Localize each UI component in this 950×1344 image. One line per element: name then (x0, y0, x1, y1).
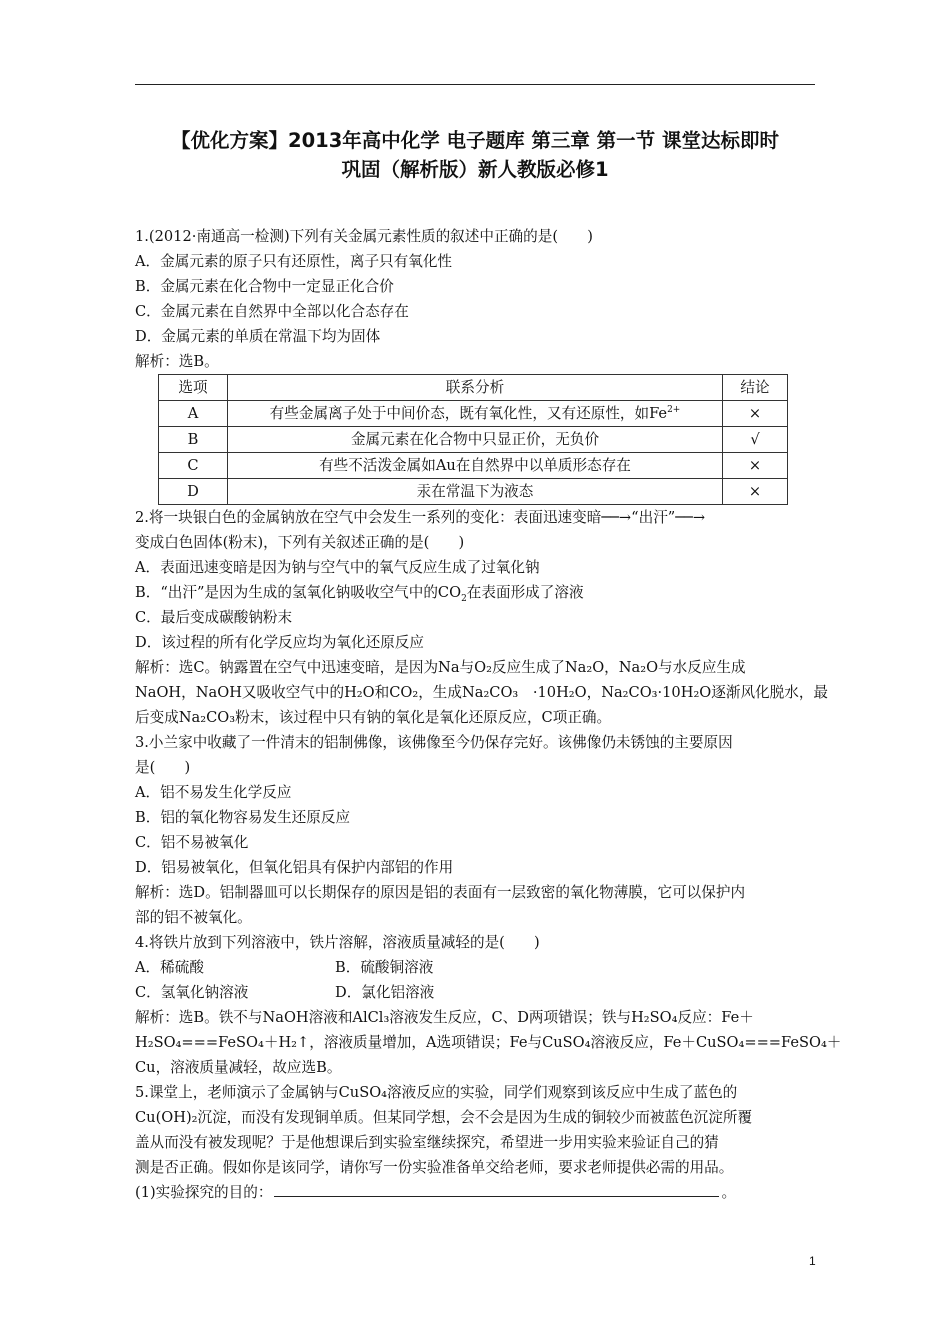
answer-blank[interactable] (274, 1180, 719, 1197)
header-option: 选项 (159, 375, 228, 401)
row-analysis: 金属元素在化合物中只显正价，无负价 (228, 427, 723, 453)
table-header-row (159, 375, 788, 401)
row-result: √ (723, 427, 788, 453)
title-line-1: 【优化方案】2013年高中化学 电子题库 第三章 第一节 课堂达标即时 (171, 129, 779, 152)
analysis-table (158, 374, 788, 505)
q4-option-a: A．稀硫酸 (135, 959, 204, 976)
q2-option-b-post: 在表面形成了溶液 (466, 584, 584, 601)
row-analysis (228, 401, 723, 427)
row-option: D (159, 479, 228, 505)
q2-option-b: B．“出汗”是因为生成的氢氧化钠吸收空气中的$CO_2$在表面形成了溶液 (135, 584, 584, 604)
q3-stem-line-2: 是( ) (135, 759, 191, 776)
q4-answer-line-3: Cu，溶液质量减轻，故应选B。 (135, 1059, 342, 1076)
q1-option-b: B．金属元素在化合物中一定显正化合价 (135, 278, 394, 295)
header-rule (135, 84, 815, 85)
q2-answer-line-3: 后变成Na₂CO₃粉末，该过程中只有钠的氧化是氧化还原反应，C项正确。 (135, 709, 612, 726)
q1-answer: 解析：选B。 (135, 353, 219, 370)
title-line-2: 巩固（解析版）新人教版必修1 (341, 158, 609, 181)
q5-line-1: 5.课堂上，老师演示了金属钠与CuSO₄溶液反应的实验，同学们观察到该反应中生成了蓝色的 (135, 1084, 738, 1101)
q3-option-c: C．铝不易被氧化 (135, 834, 249, 851)
page-number: 1 (809, 1254, 816, 1268)
q2-stem-line-1: 2.将一块银白色的金属钠放在空气中会发生一系列的变化：表面迅速变暗──→“出汗”──→ (135, 509, 706, 526)
row-option: A (159, 401, 228, 427)
q4-options-ab (135, 955, 815, 980)
q1-stem: 1.(2012·南通高一检测)下列有关金属元素性质的叙述中正确的是( ) (135, 228, 593, 245)
q2-option-b-pre: B．“出汗”是因为生成的氢氧化钠吸收空气中的CO (135, 584, 462, 601)
q5-sub-1-end: 。 (721, 1184, 737, 1201)
q3-option-d: D．铝易被氧化，但氧化铝具有保护内部铝的作用 (135, 859, 454, 876)
q2-answer-line-2: NaOH，NaOH又吸收空气中的H₂O和CO₂，生成Na₂CO₃ ·10H₂O，Na₂CO₃·10H₂O逐渐风化脱水，最 (135, 684, 829, 701)
row-result: × (723, 401, 788, 427)
q4-stem: 4.将铁片放到下列溶液中，铁片溶解，溶液质量减轻的是( ) (135, 934, 540, 951)
q1-option-c: C．金属元素在自然界中全部以化合态存在 (135, 303, 409, 320)
q4-option-c: C．氢氧化钠溶液 (135, 984, 249, 1001)
q3-option-b: B．铝的氧化物容易发生还原反应 (135, 809, 351, 826)
row-analysis-sup: 2+ (667, 405, 681, 416)
q5-sub-1 (135, 1180, 815, 1205)
q4-options-cd (135, 980, 815, 1005)
document-title (120, 126, 830, 184)
q3-answer-line-2: 部的铝不被氧化。 (135, 909, 252, 926)
row-option: B (159, 427, 228, 453)
q5-line-3: 盖从而没有被发现呢？于是他想课后到实验室继续探究，希望进一步用实验来验证自己的猜 (135, 1134, 719, 1151)
q4-answer-line-1: 解析：选B。铁不与NaOH溶液和AlCl₃溶液发生反应，C、D两项错误；铁与H₂SO₄反应：Fe＋ (135, 1009, 754, 1026)
table-row (159, 401, 788, 427)
q4-option-d: D．氯化铝溶液 (335, 984, 435, 1001)
row-result: × (723, 453, 788, 479)
table-row (159, 427, 788, 453)
q1-option-a: A．金属元素的原子只有还原性，离子只有氧化性 (135, 253, 453, 270)
q3-stem-line-1: 3.小兰家中收藏了一件清末的铝制佛像，该佛像至今仍保存完好。该佛像仍未锈蚀的主要原因 (135, 734, 733, 751)
q5-line-2: Cu(OH)₂沉淀，而没有发现铜单质。但某同学想，会不会是因为生成的铜较少而被蓝色沉淀所覆 (135, 1109, 753, 1126)
table-row (159, 453, 788, 479)
q2-answer-line-1: 解析：选C。钠露置在空气中迅速变暗，是因为Na与O₂反应生成了Na₂O，Na₂O与水反应生成 (135, 659, 746, 676)
q3-option-a: A．铝不易发生化学反应 (135, 784, 292, 801)
document-body (135, 224, 842, 1205)
header-analysis: 联系分析 (228, 375, 723, 401)
header-result: 结论 (723, 375, 788, 401)
q3-answer-line-1: 解析：选D。铝制器皿可以长期保存的原因是铝的表面有一层致密的氧化物薄膜，它可以保护内 (135, 884, 746, 901)
table-row (159, 479, 788, 505)
q1-option-d: D．金属元素的单质在常温下均为固体 (135, 328, 381, 345)
q4-option-b: B．硫酸铜溶液 (335, 959, 434, 976)
row-analysis-text: 有些金属离子处于中间价态，既有氧化性，又有还原性，如Fe (269, 405, 668, 422)
q5-sub-1-label: (1)实验探究的目的： (135, 1184, 273, 1201)
q2-option-d: D．该过程的所有化学反应均为氧化还原反应 (135, 634, 424, 651)
q2-stem-line-2: 变成白色固体(粉末)，下列有关叙述正确的是( ) (135, 534, 465, 551)
row-analysis: 汞在常温下为液态 (228, 479, 723, 505)
q5-line-4: 测是否正确。假如你是该同学，请你写一份实验准备单交给老师，要求老师提供必需的用品。 (135, 1159, 734, 1176)
q4-answer-line-2: H₂SO₄===FeSO₄＋H₂↑，溶液质量增加，A选项错误；Fe与CuSO₄溶液反应，Fe＋CuSO₄===FeSO₄＋ (135, 1034, 842, 1051)
q2-option-c: C．最后变成碳酸钠粉末 (135, 609, 293, 626)
row-option: C (159, 453, 228, 479)
row-analysis: 有些不活泼金属如Au在自然界中以单质形态存在 (228, 453, 723, 479)
row-result: × (723, 479, 788, 505)
q2-option-a: A．表面迅速变暗是因为钠与空气中的氧气反应生成了过氧化钠 (135, 559, 540, 576)
